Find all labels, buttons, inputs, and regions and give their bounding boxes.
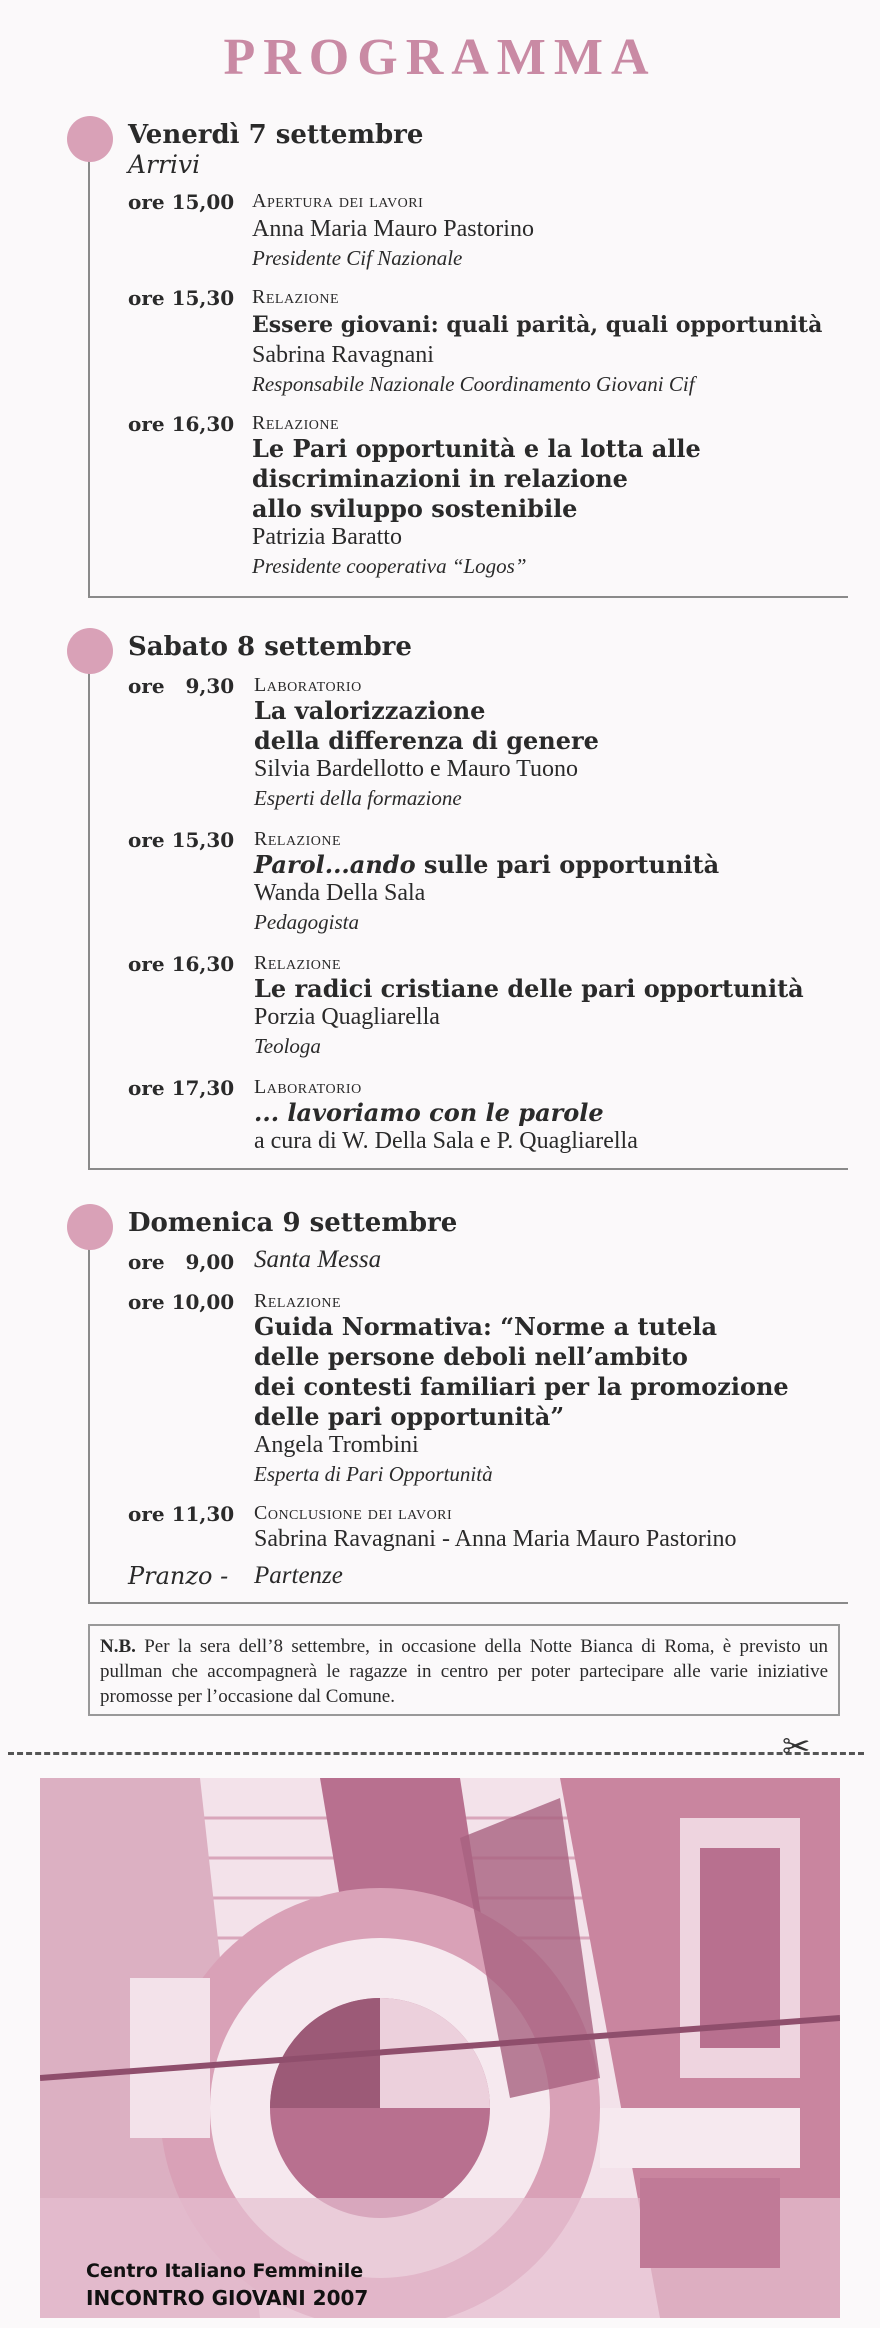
session-role: Esperti della formazione (254, 786, 462, 810)
session-title-italic: Parol...ando (254, 850, 416, 879)
session-subject: Santa Messa (254, 1246, 382, 1273)
session-speaker: Wanda Della Sala (254, 880, 426, 906)
note-text: Per la sera dell’8 settembre, in occasione della Notte Bianca di Roma, è previsto un pullman che accompagnerà le ragazze in centro per poter partecipare alle varie iniziative promosse per l’occasione dal Comune. (100, 1636, 828, 1707)
session-speaker: Anna Maria Mauro Pastorino (252, 216, 534, 242)
day-heading: Sabato 8 settembre (128, 632, 412, 662)
session-category: Relazione (254, 828, 342, 850)
session-time: ore 11,30 (128, 1502, 235, 1526)
session-role: Responsabile Nazionale Coordinamento Giovani Cif (252, 372, 695, 396)
session-time: ore 15,30 (128, 828, 235, 852)
session-title: delle persone deboli nell’ambito (254, 1342, 688, 1371)
session-speaker: Silvia Bardellotto e Mauro Tuono (254, 756, 578, 782)
session-category: Relazione (252, 412, 340, 434)
session-title: dei contesti familiari per la promozione (254, 1372, 789, 1401)
session-role: Teologa (254, 1034, 321, 1058)
session-title: Le radici cristiane delle pari opportunità (254, 974, 804, 1003)
session-time: ore 17,30 (128, 1076, 235, 1100)
bullet-dot-icon (67, 116, 113, 162)
session-speaker: Patrizia Baratto (252, 524, 402, 550)
cover-artwork (40, 1778, 840, 2318)
session-speaker: a cura di W. Della Sala e P. Quagliarella (254, 1128, 638, 1154)
session-title: della differenza di genere (254, 726, 599, 755)
session-time: ore 9,00 (128, 1250, 235, 1274)
session-speaker: Sabrina Ravagnani (252, 342, 434, 368)
note-label: N.B. (100, 1636, 136, 1657)
session-time: ore 10,00 (128, 1290, 235, 1314)
session-category: Relazione (254, 952, 342, 974)
session-title: Guida Normativa: “Norme a tutela (254, 1312, 718, 1341)
session-role: Pedagogista (254, 910, 359, 934)
day-section-sunday (88, 1208, 848, 1604)
session-title: Essere giovani: quali parità, quali opportunità (252, 312, 823, 338)
session-title (254, 850, 719, 880)
session-time: ore 9,30 (128, 674, 235, 698)
session-category: Apertura dei lavori (252, 190, 424, 212)
session-title: Le Pari opportunità e la lotta alle (252, 434, 701, 463)
day-section-saturday (88, 632, 848, 1170)
session-role: Esperta di Pari Opportunità (254, 1462, 493, 1486)
session-speaker: Porzia Quagliarella (254, 1004, 440, 1030)
session-speaker: Angela Trombini (254, 1432, 419, 1458)
footer-organization: Centro Italiano Femminile (86, 2260, 364, 2282)
footer-event: INCONTRO GIOVANI 2007 (86, 2286, 369, 2310)
day-subheading: Arrivi (128, 150, 201, 179)
session-time: ore 15,30 (128, 286, 235, 310)
scissors-icon: ✂ (782, 1727, 811, 1767)
session-title: ... lavoriamo con le parole (254, 1098, 604, 1127)
session-title: discriminazioni in relazione (252, 464, 628, 493)
session-category: Laboratorio (254, 1076, 362, 1098)
session-title: La valorizzazione (254, 696, 486, 725)
session-time: ore 15,00 (128, 190, 235, 214)
session-subject: Partenze (254, 1562, 343, 1589)
session-category: Laboratorio (254, 674, 362, 696)
session-title: delle pari opportunità” (254, 1402, 565, 1431)
session-role: Presidente cooperativa “Logos” (252, 554, 527, 578)
session-speaker: Sabrina Ravagnani - Anna Maria Mauro Pastorino (254, 1526, 737, 1552)
session-category: Relazione (252, 286, 340, 308)
session-time: ore 16,30 (128, 412, 235, 436)
cut-line (8, 1752, 864, 1755)
session-time: ore 16,30 (128, 952, 235, 976)
day-heading: Domenica 9 settembre (128, 1208, 458, 1238)
page-title: PROGRAMMA (223, 29, 657, 86)
session-time: Pranzo - (128, 1562, 229, 1590)
session-title-rest: sulle pari opportunità (415, 850, 720, 879)
session-category: Conclusione dei lavori (254, 1502, 453, 1524)
note-box (88, 1624, 840, 1716)
session-category: Relazione (254, 1290, 342, 1312)
session-role: Presidente Cif Nazionale (252, 246, 463, 270)
bullet-dot-icon (67, 1204, 113, 1250)
day-section-friday (88, 120, 848, 598)
bullet-dot-icon (67, 628, 113, 674)
day-heading: Venerdì 7 settembre (128, 120, 424, 150)
session-title: allo sviluppo sostenibile (252, 494, 578, 523)
